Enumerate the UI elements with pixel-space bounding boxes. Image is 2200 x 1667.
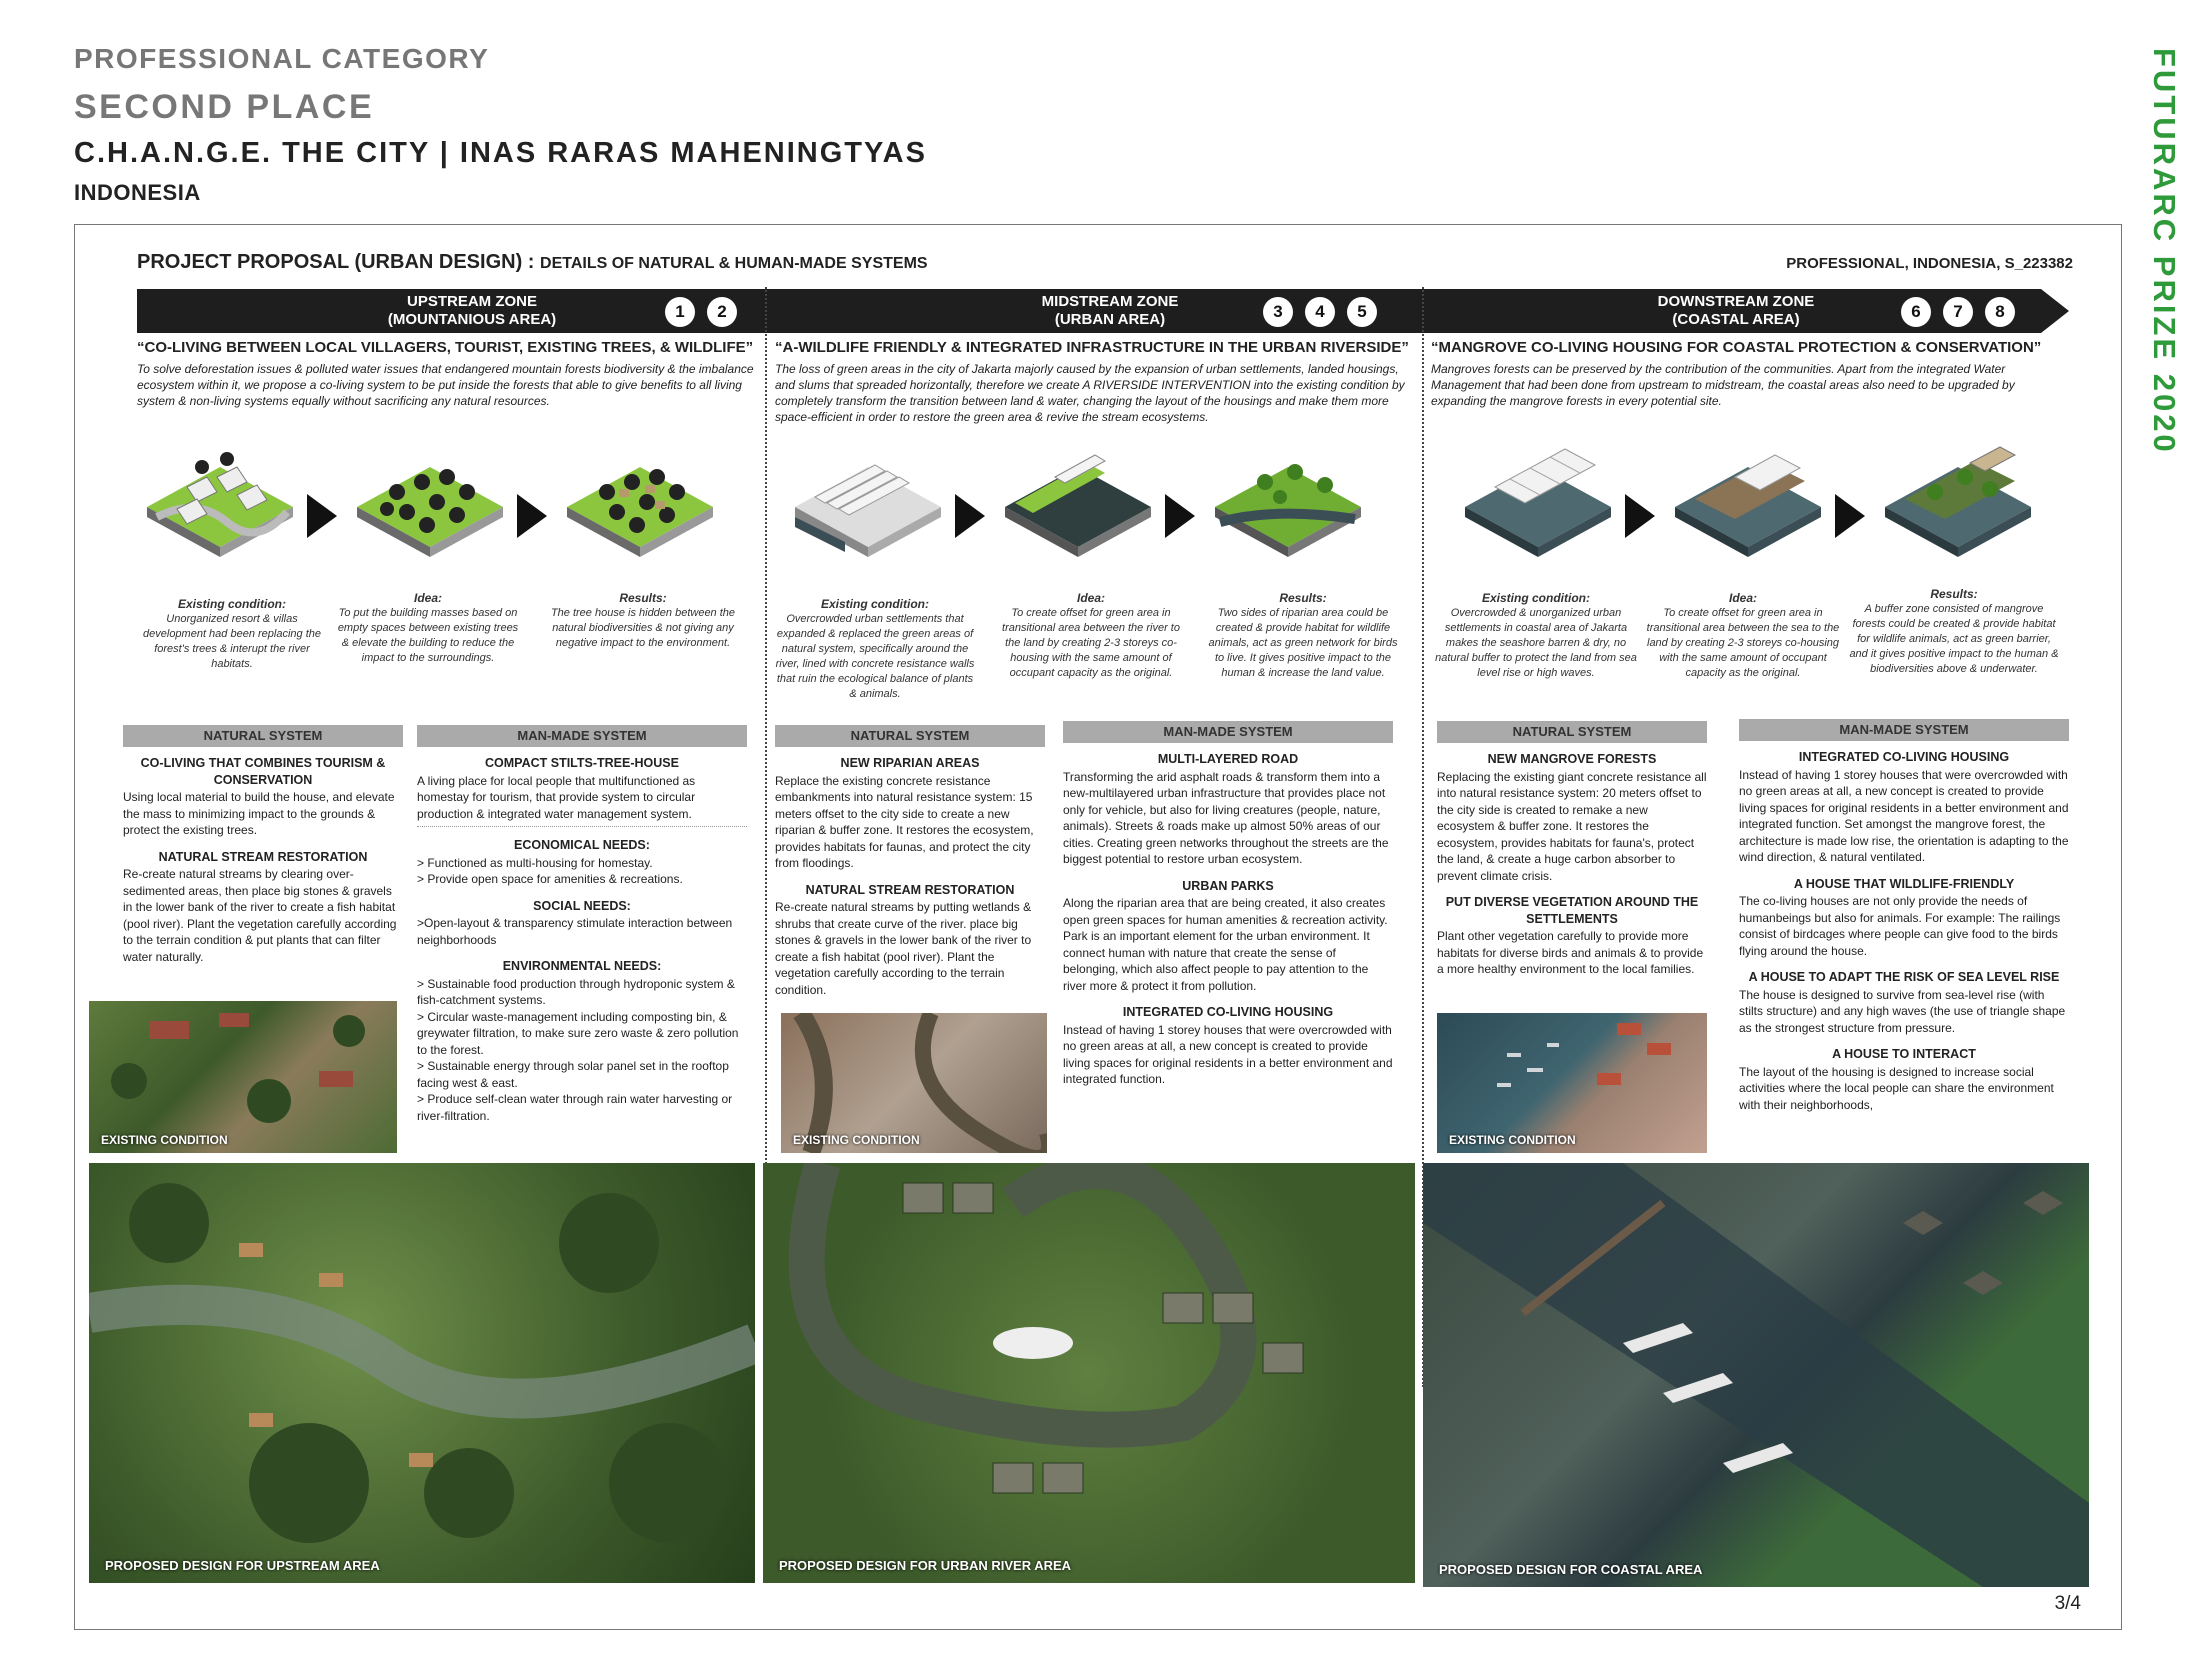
step-badge: 5	[1347, 297, 1377, 327]
iso-result-diagram	[557, 437, 723, 561]
caption: Existing condition: Overcrowded & unorganized urban settlements in coastal area of Jakarta makes the seashore barren & dry, no natural buffer to protect the land from sea level rise or high waves.	[1435, 591, 1637, 679]
man-made-system-bar: MAN-MADE SYSTEM	[1063, 721, 1393, 743]
step-badge: 8	[1985, 297, 2015, 327]
man-made-system-bar: MAN-MADE SYSTEM	[417, 725, 747, 747]
step-badge: 1	[665, 297, 695, 327]
step-badge: 7	[1943, 297, 1973, 327]
upstream-intro: “CO-LIVING BETWEEN LOCAL VILLAGERS, TOURIST, EXISTING TREES, & WILDLIFE” To solve deforestation issues & polluted water issues that endangered mountain forests biodiversity & the imbalance ecosystem within it, we propose a co-living system to be put inside the forests that able to give benefits to all living system & non-living systems equally without sacrificing any natural resources.	[137, 339, 754, 408]
caption: Idea: To create offset for green area in transitional area between the sea to the land by creating 2-3 storeys co-housing with the same amount of occupant capacity as the original.	[1646, 591, 1840, 679]
caption: Existing condition: Overcrowded urban settlements that expanded & replaced the green areas of natural system, specifically around the river, lined with concrete resistance walls that ruin the ecological balance of plants & animals.	[775, 597, 975, 700]
caption: Existing condition: Unorganized resort & villas development had been replacing the forest's trees & interupt the river habitats.	[143, 597, 321, 670]
step-badge: 3	[1263, 297, 1293, 327]
country-label: INDONESIA	[74, 180, 201, 205]
iso-existing-diagram	[1455, 437, 1621, 561]
natural-system-bar: NATURAL SYSTEM	[1437, 721, 1707, 743]
upstream-proposed-render: PROPOSED DESIGN FOR UPSTREAM AREA	[89, 1163, 755, 1583]
iso-result-diagram	[1205, 437, 1371, 561]
caption: Idea: To put the building masses based on empty spaces between existing trees & elevate the building to reduce the impact to the surroundings.	[337, 591, 519, 664]
midstream-zone-bar: MIDSTREAM ZONE (URBAN AREA) 3 4 5	[775, 289, 1445, 333]
iso-idea-diagram	[347, 437, 513, 561]
caption: Results: Two sides of riparian area could be created & provide habitat for wildlife animals, act as green network for birds to live. It gives positive impact to the human & increase the land value.	[1208, 591, 1398, 679]
iso-idea-diagram	[1665, 437, 1831, 561]
downstream-existing-photo: EXISTING CONDITION	[1437, 1013, 1707, 1153]
caption: Results: A buffer zone consisted of mangrove forests could be created & provide habitat for wildlife animals, act as green barrier, and it gives positive impact to the human & biodiversities above & underwater.	[1849, 587, 2059, 675]
man-made-system-bar: MAN-MADE SYSTEM	[1739, 719, 2069, 741]
iso-idea-diagram	[995, 437, 1161, 561]
midstream-proposed-render: PROPOSED DESIGN FOR URBAN RIVER AREA	[763, 1163, 1415, 1583]
iso-existing-diagram	[137, 437, 303, 561]
step-badge: 2	[707, 297, 737, 327]
midstream-intro: “A-WILDLIFE FRIENDLY & INTEGRATED INFRASTRUCTURE IN THE URBAN RIVERSIDE” The loss of green areas in the city of Jakarta majorly caused by the expansion of urban settlements, landed housings, and slums that spreaded horizontally, therefore we create A RIVERSIDE INTERVENTION into the existing condition by completely transform the transition between land & water, changing the layout of the housings and make them more space-efficient in order to restore the green area & revive the stream ecosystems.	[775, 339, 1409, 424]
upstream-diagrams	[137, 437, 723, 561]
iso-result-diagram	[1875, 437, 2041, 561]
proposal-ref: PROFESSIONAL, INDONESIA, S_223382	[1786, 255, 2073, 272]
midstream-man-made-text: MULTI-LAYERED ROAD Transforming the arid asphalt roads & transform them into a new-multilayered urban infrastructure that provides place not only for vehicle, but also for living creatures (people, nature, animals). Streets & roads make up almost 50% areas of our cities. Creating green networks throughout the streets are the biggest potential to restore urban ecosystem. URBAN PARKS Along the riparian area that are being created, it also creates open green spaces for human amenities & recreation activity. Park is an important element for the urban environment. It connect human with nature that create the sense of belonging, which also affect people to pay attention to the river more & protect it from pollution. INTEGRATED CO-LIVING HOUSING Instead of having 1 storey houses that were overcrowded with no green areas at all, a new concept is created to provide living spaces for original residents in a better environment and integrated function.	[1063, 752, 1393, 1086]
project-title: C.H.A.N.G.E. THE CITY | INAS RARAS MAHENINGTYAS	[74, 137, 927, 169]
step-badge: 6	[1901, 297, 1931, 327]
iso-existing-diagram	[785, 437, 951, 561]
midstream-existing-photo: EXISTING CONDITION	[781, 1013, 1047, 1153]
downstream-natural-text: NEW MANGROVE FORESTS Replacing the existing giant concrete resistance all into natural resistance system: 20 meters offset to the city side is created to remake a new ecosystem & buffer zone. It restores the ecosystem, provides habitats for fauna's, protect the land, & create a huge carbon absorber to prevent climate crisis. PUT DIVERSE VEGETATION AROUND THE SETTLEMENTS Plant other vegetation carefully to provide more habitats for diverse birds and animals & to provide a more healthy environment to the local families.	[1437, 752, 1707, 976]
downstream-diagrams	[1455, 437, 2041, 561]
downstream-proposed-render: PROPOSED DESIGN FOR COASTAL AREA	[1423, 1163, 2089, 1587]
natural-system-bar: NATURAL SYSTEM	[775, 725, 1045, 747]
caption: Results: The tree house is hidden between the natural biodiversities & not giving any negative impact to the environment.	[550, 591, 736, 649]
prize-label: FUTURARC PRIZE 2020	[2147, 48, 2182, 455]
downstream-intro: “MANGROVE CO-LIVING HOUSING FOR COASTAL PROTECTION & CONSERVATION” Mangroves forests can be preserved by the contribution of the communities. Apart from the integrated Water Management that had been done from upstream to midstream, the coastal areas also need to be upgraded by expanding the mangrove forests in every potential site.	[1431, 339, 2042, 408]
upstream-existing-photo: EXISTING CONDITION	[89, 1001, 397, 1153]
midstream-diagrams	[785, 437, 1371, 561]
page-number: 3/4	[2054, 1593, 2081, 1614]
downstream-zone-bar: DOWNSTREAM ZONE (COASTAL AREA) 6 7 8	[1431, 289, 2041, 333]
upstream-zone-bar: UPSTREAM ZONE (MOUNTANIOUS AREA) 1 2	[137, 289, 807, 333]
upstream-man-made-text: COMPACT STILTS-TREE-HOUSE A living place for local people that multifunctioned as homestay for tourism, that provide system to circular production & integrated water management system. ECONOMICAL NEEDS: > Functioned as multi-housing for homestay. > Provide open space for amenities & recreations. SOCIAL NEEDS: >Open-layout & transparency stimulate interaction between neighborhoods ENVIRONMENTAL NEEDS: > Sustainable food production through hydroponic system & fish-catchment systems. > Circular waste-management including composting bin, & greywater filtration, to make sure zero waste & zero pollution to the forest. > Sustainable energy through solar panel set in the rooftop facing west & east. > Produce self-clean water through rain water harvesting or river-filtration.	[417, 755, 747, 1124]
step-badge: 4	[1305, 297, 1335, 327]
category-heading: PROFESSIONAL CATEGORY	[74, 43, 490, 74]
proposal-board	[74, 224, 2122, 1630]
caption: Idea: To create offset for green area in transitional area between the river to the land by creating 2-3 storeys co-housing with the same amount of occupant capacity as the original.	[1002, 591, 1180, 679]
downstream-man-made-text: INTEGRATED CO-LIVING HOUSING Instead of having 1 storey houses that were overcrowded with no green areas at all, a new concept is created to provide living spaces for original residents in a better environment and integrated function. Set amongst the mangrove forest, the architecture is made low rise, the orientation is adapting to the wind direction, & natural ventilated. A HOUSE THAT WILDLIFE-FRIENDLY The co-living houses are not only provide the needs of humanbeings but also for animals. For example: The railings consist of birdcages where people can give food to the birds flying around the house. A HOUSE TO ADAPT THE RISK OF SEA LEVEL RISE The house is designed to survive from sea-level rise (with stilts structure) and any high waves (the use of triangle shape as the strongest structure from pressure. A HOUSE TO INTERACT The layout of the housing is designed to increase social activities where the local people can share the environment with their neighborhoods,	[1739, 750, 2069, 1112]
proposal-title: PROJECT PROPOSAL (URBAN DESIGN) : DETAILS OF NATURAL & HUMAN-MADE SYSTEMS	[137, 251, 928, 273]
place-heading: SECOND PLACE	[74, 88, 375, 126]
upstream-natural-text: CO-LIVING THAT COMBINES TOURISM & CONSERVATION Using local material to build the house, and elevate the mass to minimizing impact to the grounds & protect the existing trees. NATURAL STREAM RESTORATION Re-create natural streams by clearing over-sedimented areas, then place big stones & gravels in the lower bank of the river to create a fish habitat (pool river). Plant the vegetation carefully according to the terrain condition & put plants that can filter water naturally.	[123, 756, 397, 964]
midstream-natural-text: NEW RIPARIAN AREAS Replace the existing concrete resistance embankments into natural resistance system: 15 meters offset to the city side to create a new riparian & buffer zone. It restores the ecosystem, provides habitats for faunas, and protect the city from floodings. NATURAL STREAM RESTORATION Re-create natural streams by putting wetlands & shrubs that create curve of the river. place big stones & gravels in the lower bank of the river to create a fish habitat (pool river). Plant the vegetation carefully according to the terrain condition.	[775, 756, 1034, 997]
natural-system-bar: NATURAL SYSTEM	[123, 725, 403, 747]
